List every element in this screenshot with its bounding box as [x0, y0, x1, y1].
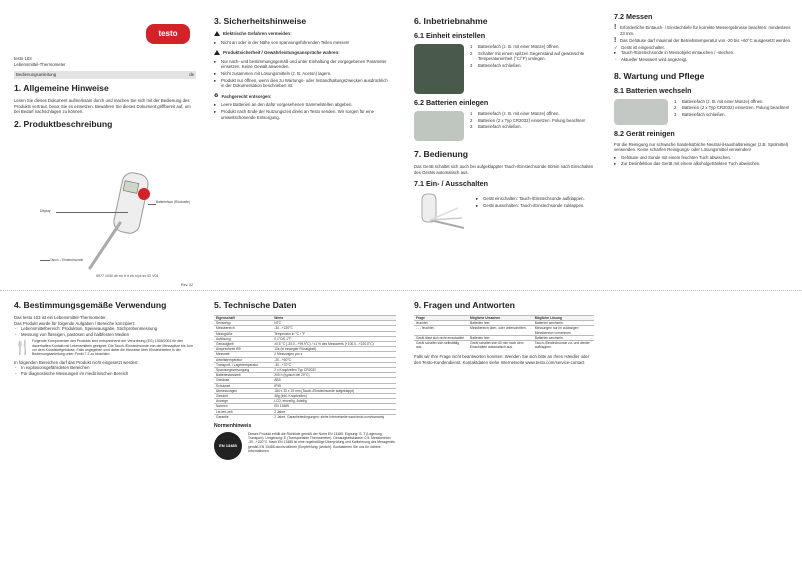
value-cell: 10s (in bewegter Flüssigkeit) — [272, 347, 396, 352]
property-cell: Genauigkeit — [214, 342, 272, 347]
unit-switch-image — [414, 44, 464, 94]
property-cell: Schutzart — [214, 383, 272, 388]
warning-product-safety — [214, 50, 392, 56]
list-item: - Aktueller Messwert wird angezeigt. — [614, 57, 794, 63]
tech-data-table — [214, 315, 396, 419]
disposal-list — [214, 102, 392, 120]
warning-electrical-head: Elektrische Gefahren vermeiden: — [223, 31, 292, 36]
table-row — [414, 341, 594, 350]
section-6-1-steps — [470, 44, 594, 94]
section-7-1-title: 7.1 Ein- / Ausschalten — [414, 179, 489, 189]
section-6-2-steps — [470, 111, 594, 141]
list-item: ▸ Produkt nur öffnen, wenn dies zu Wartungs- oder Instandhaltungszwecken ausdrücklich in der Dokumentation beschrieben ist. — [214, 78, 392, 89]
column-4 — [614, 12, 794, 168]
section-4-not-intro: In folgenden Bereichen darf das Produkt nicht eingesetzt werden: — [14, 359, 139, 365]
property-cell: Batteriestandzeit — [214, 373, 272, 378]
section-7-text: Das Gerät schaltet sich auch bei aufgeklappter Tauch-/Einstechsonde 60min nach Einschalten des Geräts automatisch aus. — [414, 164, 594, 175]
section-8-2-title: 8.2 Gerät reinigen — [614, 128, 675, 138]
probe-leader — [40, 260, 50, 261]
section-1-title: 1. Allgemeine Hinweise — [14, 83, 109, 94]
column-1 — [14, 12, 196, 134]
property-cell: Auflösung — [214, 336, 272, 341]
property-cell: Arbeitstemperatur — [214, 357, 272, 362]
list-item: ▸ Leere Batterien an den dafür vorgesehenen Sammelstellen abgeben. — [214, 102, 392, 108]
section-9-title: 9. Fragen und Antworten — [414, 300, 515, 310]
value-cell: 200 h (typisch bei 20°C) — [272, 373, 396, 378]
testo-logo: testo — [146, 24, 190, 44]
section-1-text: Lesen Sie dieses Dokument aufmerksam durch und machen Sie sich mit der Bedienung des Produkts vertraut, bevor Sie es einsetzen. Bewahren Sie dieses Dokument griffbereit auf, um bei Bedarf nachschlagen zu können. — [14, 98, 191, 115]
property-cell: Abmessungen — [214, 388, 272, 393]
section-4-intro-1: Das testo 103 ist ein Lebensmittel-Thermometer. — [14, 315, 107, 320]
list-item: ▸ Nicht zusammen mit Lösungsmitteln (z. B. Aceton) lagern. — [214, 71, 392, 77]
norm-title: Normenhinweis — [214, 423, 252, 430]
food-safe-icon: 🍴 — [14, 339, 32, 356]
table-header: Mögliche Ursachen — [468, 316, 533, 321]
list-item: 3 Batteriefach schließen. — [674, 111, 726, 117]
property-cell: Messbereich — [214, 326, 272, 331]
property-cell: Transport- / Lagertemperatur — [214, 362, 272, 367]
section-5-title: 5. Technische Daten — [214, 300, 297, 310]
solution-cell: Messungen nur im zulässigen Messbereich vornehmen. — [533, 326, 594, 335]
column-3 — [414, 12, 594, 232]
bottom-column-3 — [414, 296, 594, 368]
table-row — [414, 326, 594, 335]
property-cell: Ansprechzeit t99 — [214, 347, 272, 352]
property-cell: Lie-fert-zeit — [214, 409, 272, 414]
list-item: - Für diagnostische Messungen im medizinischen Bereich — [14, 371, 198, 377]
fold-probe-image — [414, 192, 470, 232]
value-cell: Temperatur in °C / °F — [272, 331, 396, 336]
warning-electrical-list — [214, 40, 392, 46]
product-name: testo 103 — [14, 56, 32, 61]
battery-insert-image — [414, 111, 464, 141]
table-header: Mögliche Lösung — [533, 316, 594, 321]
property-cell: Messgröße — [214, 331, 272, 336]
list-item: ▸ Gerät ausschalten: Tauch-/Einstechsonde zuklappen. — [476, 203, 594, 209]
value-cell: 2 Jahre, Garantiebedingungen: siehe Internetseite www.testo.com/warranty — [272, 414, 396, 419]
list-item: 3 Batteriefach schließen. — [470, 62, 522, 68]
disposal-head: Fachgerecht entsorgen: — [221, 93, 272, 99]
section-4-not-list — [14, 365, 198, 376]
property-cell: Spannungsversorgung — [214, 368, 272, 373]
cause-cell: Messbereich über- oder unterschritten. — [468, 326, 533, 335]
question-cell: - - - leuchtet. — [414, 326, 468, 335]
value-cell: 2 x Knopfzellen Typ CR2032 — [272, 368, 396, 373]
cause-cell: Batterien leer. — [468, 321, 533, 326]
warning-electrical — [214, 31, 392, 37]
display-leader — [56, 212, 128, 213]
list-item: ▸ Produkt nach Ende der Nutzungszeit direkt an Testo senden. Wir sorgen für eine umweltschonende Entsorgung. — [214, 109, 392, 120]
value-cell: 2 Messungen pro s — [272, 352, 396, 357]
value-cell: 184 x 33 x 19 mm (Tauch-/Einstechsonde aufgeklappt) — [272, 388, 396, 393]
value-cell: LCD, einzeilig, 4stellig — [272, 399, 396, 404]
section-8-title: 8. Wartung und Pflege — [614, 70, 705, 81]
list-item: - In explosionsgefährdeten Bereichen — [14, 365, 198, 371]
value-cell: IP55 — [272, 383, 396, 388]
table-header: Frage — [414, 316, 468, 321]
bottom-column-1 — [14, 296, 198, 376]
property-cell: Messrate — [214, 352, 272, 357]
section-7-2-list — [614, 50, 794, 56]
value-cell: NTC — [272, 321, 396, 326]
faq-table — [414, 315, 594, 349]
label-display: Display — [40, 209, 51, 213]
battery-change-image — [614, 99, 668, 125]
label-battery: Batteriefach (Rückseite) — [156, 200, 191, 204]
section-6-title: 6. Inbetriebnahme — [414, 16, 488, 26]
section-3-title: 3. Sicherheitshinweise — [214, 16, 307, 26]
section-7-2-title: 7.2 Messen — [614, 12, 653, 21]
manual-bar — [14, 71, 196, 79]
value-cell: 2 Jahre — [272, 409, 396, 414]
doc-number: 0977 1030 de en fr it es nl pt sv 02 V01 — [96, 274, 159, 278]
label-probe: Tauch- / Einstechsonde — [50, 258, 84, 262]
check-icon: ✓ — [614, 44, 618, 50]
exclamation-icon: ! — [614, 37, 617, 45]
section-4-title: 4. Bestimmungsgemäße Verwendung — [14, 300, 167, 310]
list-item: 2 Schalter mit einem spitzen Gegenstand auf gewünschte Temperatureinheit (°C/°F) umlegen. — [470, 50, 585, 62]
list-item: 2 Batterien (2 x Typ CR2032) einsetzen. Polung beachten! — [674, 105, 790, 111]
section-4-uses — [14, 326, 198, 337]
section-7-1-list — [476, 192, 594, 232]
battery-leader — [148, 204, 156, 205]
question-cell: Gerät lässt sich nicht einschalten. — [414, 335, 468, 340]
solution-cell: Batterien wechseln. — [533, 321, 594, 326]
norm-text: Dieses Produkt erfüllt die Richtlinie gemäß der Norm EN 13485. Eignung: S, T (Lagerung, Transport). Umgebung: E (Transportable Thermometer). Genauigkeitsklasse: 0,5. Messbereich: -30...+220°C. Nach EN 13485 ist eine regelmäßige Überprüfung und Kalibrierung des Messgeräts gemäß EN 13486 durchzuführen (Empfehlung: jährlich). Kontaktieren Sie uns für nähere Informationen. — [248, 432, 395, 453]
value-cell: 48g (inkl. Knopfzellen) — [272, 394, 396, 399]
warning-icon — [214, 31, 220, 36]
recycle-icon: ♻ — [214, 92, 219, 99]
section-8-1-steps — [674, 99, 794, 125]
list-item: 1 Batteriefach (z. B. mit einer Münze) öffnen. — [674, 98, 764, 104]
section-8-2-text: Für die Reinigung nur schwache handelsübliche Neutral-/Haushaltsreiniger (z.B. Spülmittel) verwenden. Keine scharfen Reinigungs- oder Lösungsmittel verwenden! — [614, 141, 789, 153]
list-item: ▸ Tauch-/Einstechsonde in Messobjekt eintauchen / -stechen. — [614, 50, 794, 56]
list-item: ▸ Gerät einschalten: Tauch-/Einstechsonde aufklappen. — [476, 196, 594, 202]
language-code: de — [189, 72, 194, 78]
section-6-1-title: 6.1 Einheit einstellen — [414, 31, 486, 40]
value-cell: -30...+220°C — [272, 326, 396, 331]
list-item: ▸ Gehäuse und Sonde mit einem feuchten Tuch abwischen. — [614, 155, 794, 161]
disposal — [214, 94, 392, 100]
section-2-title: 2. Produktbeschreibung — [14, 118, 113, 129]
list-item: 3 Batteriefach schließen. — [470, 124, 522, 130]
list-item: 1 Batteriefach (z. B. mit einer Münze) öffnen. — [470, 111, 560, 116]
property-cell: Gehäuse — [214, 378, 272, 383]
food-note: Folgende Komponenten des Produkts sind entsprechend der Verordnung (EG) 1935/2004 für den dauerhaften Kontakt mit Lebensmitteln geeignet: Die Tauch-/Einstechsonde von der Messspitze bis 1cm vor dem Kunststoffgehäuse. Falls angegeben sind dabei die Hinweise über Einstechtiefen in der Bedienungsanleitung unter Punkt 7.2 zu beachten. — [32, 339, 194, 357]
solution-cell: Batterien wechseln. — [533, 335, 594, 340]
value-cell: 0,1°C/0,1°F — [272, 336, 396, 341]
manual-label: Bedienungsanleitung — [16, 72, 57, 78]
warning-product-safety-head: Produktsicherheit / Gewährleistungsansprüche wahren: — [223, 50, 340, 56]
list-item: 2 Batterien (2 x Typ CR2032) einsetzen. Polung beachten! — [470, 117, 586, 123]
bottom-column-2 — [214, 296, 396, 460]
cause-cell: Gerät schaltet sich 60 min nach dem Einschalten automatisch aus. — [468, 341, 533, 350]
value-cell: -20...+60°C — [272, 357, 396, 362]
property-cell: Anzeige — [214, 399, 272, 404]
table-row — [214, 414, 396, 419]
warning-depth: ! Erforderliche Eintauch- / Einstechtiefe für korrekte Messergebnisse beachten: mindestens 23 mm. — [614, 24, 791, 36]
section-8-2-list — [614, 155, 794, 167]
list-item: ▸ Zur Desinfektion das Gerät mit einem alkoholgetränkten Tuch abwischen. — [614, 161, 794, 167]
column-2 — [214, 12, 392, 121]
solution-cell: Tauch-/Einstechsonde zu- und wieder aufklappen. — [533, 341, 594, 350]
product-subtitle: Lebensmittel-Thermometer — [14, 61, 66, 67]
warning-product-safety-list — [214, 59, 392, 89]
section-6-2-title: 6.2 Batterien einlegen — [414, 98, 489, 107]
table-header: Werte — [272, 316, 396, 321]
separator — [0, 290, 802, 291]
list-item: ▸ Nicht an oder in der Nähe von spannungsführenden Teilen messen! — [214, 40, 392, 46]
en13485-badge: EN 13485 — [214, 432, 242, 460]
value-cell: -30...+70°C — [272, 362, 396, 367]
cause-cell: Batterien leer. — [468, 335, 533, 340]
list-item: - Messung von flüssigen, pastösen und halbfesten Medien — [14, 332, 198, 338]
question-cell: Gerät schaltet sich selbsttätig aus. — [414, 341, 468, 350]
section-4-intro-2: Das Produkt wurde für folgende Aufgaben / Bereiche konzipiert: — [14, 320, 136, 326]
table-header: Eigenschaft — [214, 316, 272, 321]
list-item: - Lebensmittelbereich: Produktion, Speiseausgabe, Stichprobenmessung — [14, 326, 198, 332]
value-cell: ABS — [272, 378, 396, 383]
revision: Rev. 02 — [181, 283, 194, 287]
faq-note: Falls wir Ihre Frage nicht beantworten konnten: Wenden Sie sich bitte an Ihren Händler oder den Testo-Kundendienst. Kontaktdaten siehe Internetseite www.testo.com/service-contact — [414, 354, 590, 366]
list-item: 1 Batteriefach (z. B. mit einer Münze) öffnen. — [470, 44, 560, 49]
list-item: ▸ Nur nach- und bestimmungsgemäß und unter Einhaltung der vorgegebenen Parameter einsetzen. Keine Gewalt anwenden. — [214, 59, 392, 70]
section-8-1-title: 8.1 Batterien wechseln — [614, 85, 692, 95]
warning-icon — [214, 50, 220, 55]
property-cell: Gewicht — [214, 394, 272, 399]
section-7-2-result — [614, 57, 794, 63]
value-cell: ±0,5 °C (-30,0...+99,9°C) / ±1 % des Messwerts (+100,0...+220,0°C) — [272, 342, 396, 347]
value-cell: EN 13485 — [272, 404, 396, 409]
section-7-title: 7. Bedienung — [414, 149, 468, 159]
warning-temperature: ! Das Gehäuse darf maximal der Betriebstemperatur von -20 bis +60°C ausgesetzt werden. — [614, 37, 792, 45]
property-cell: Sensortyp — [214, 321, 272, 326]
property-cell: Normen — [214, 404, 272, 409]
exclamation-icon: ! — [614, 24, 617, 31]
question-cell: leuchtet. — [414, 321, 468, 326]
precondition: ✓ Gerät ist eingeschaltet. — [614, 44, 665, 50]
property-cell: Garantie — [214, 414, 272, 419]
